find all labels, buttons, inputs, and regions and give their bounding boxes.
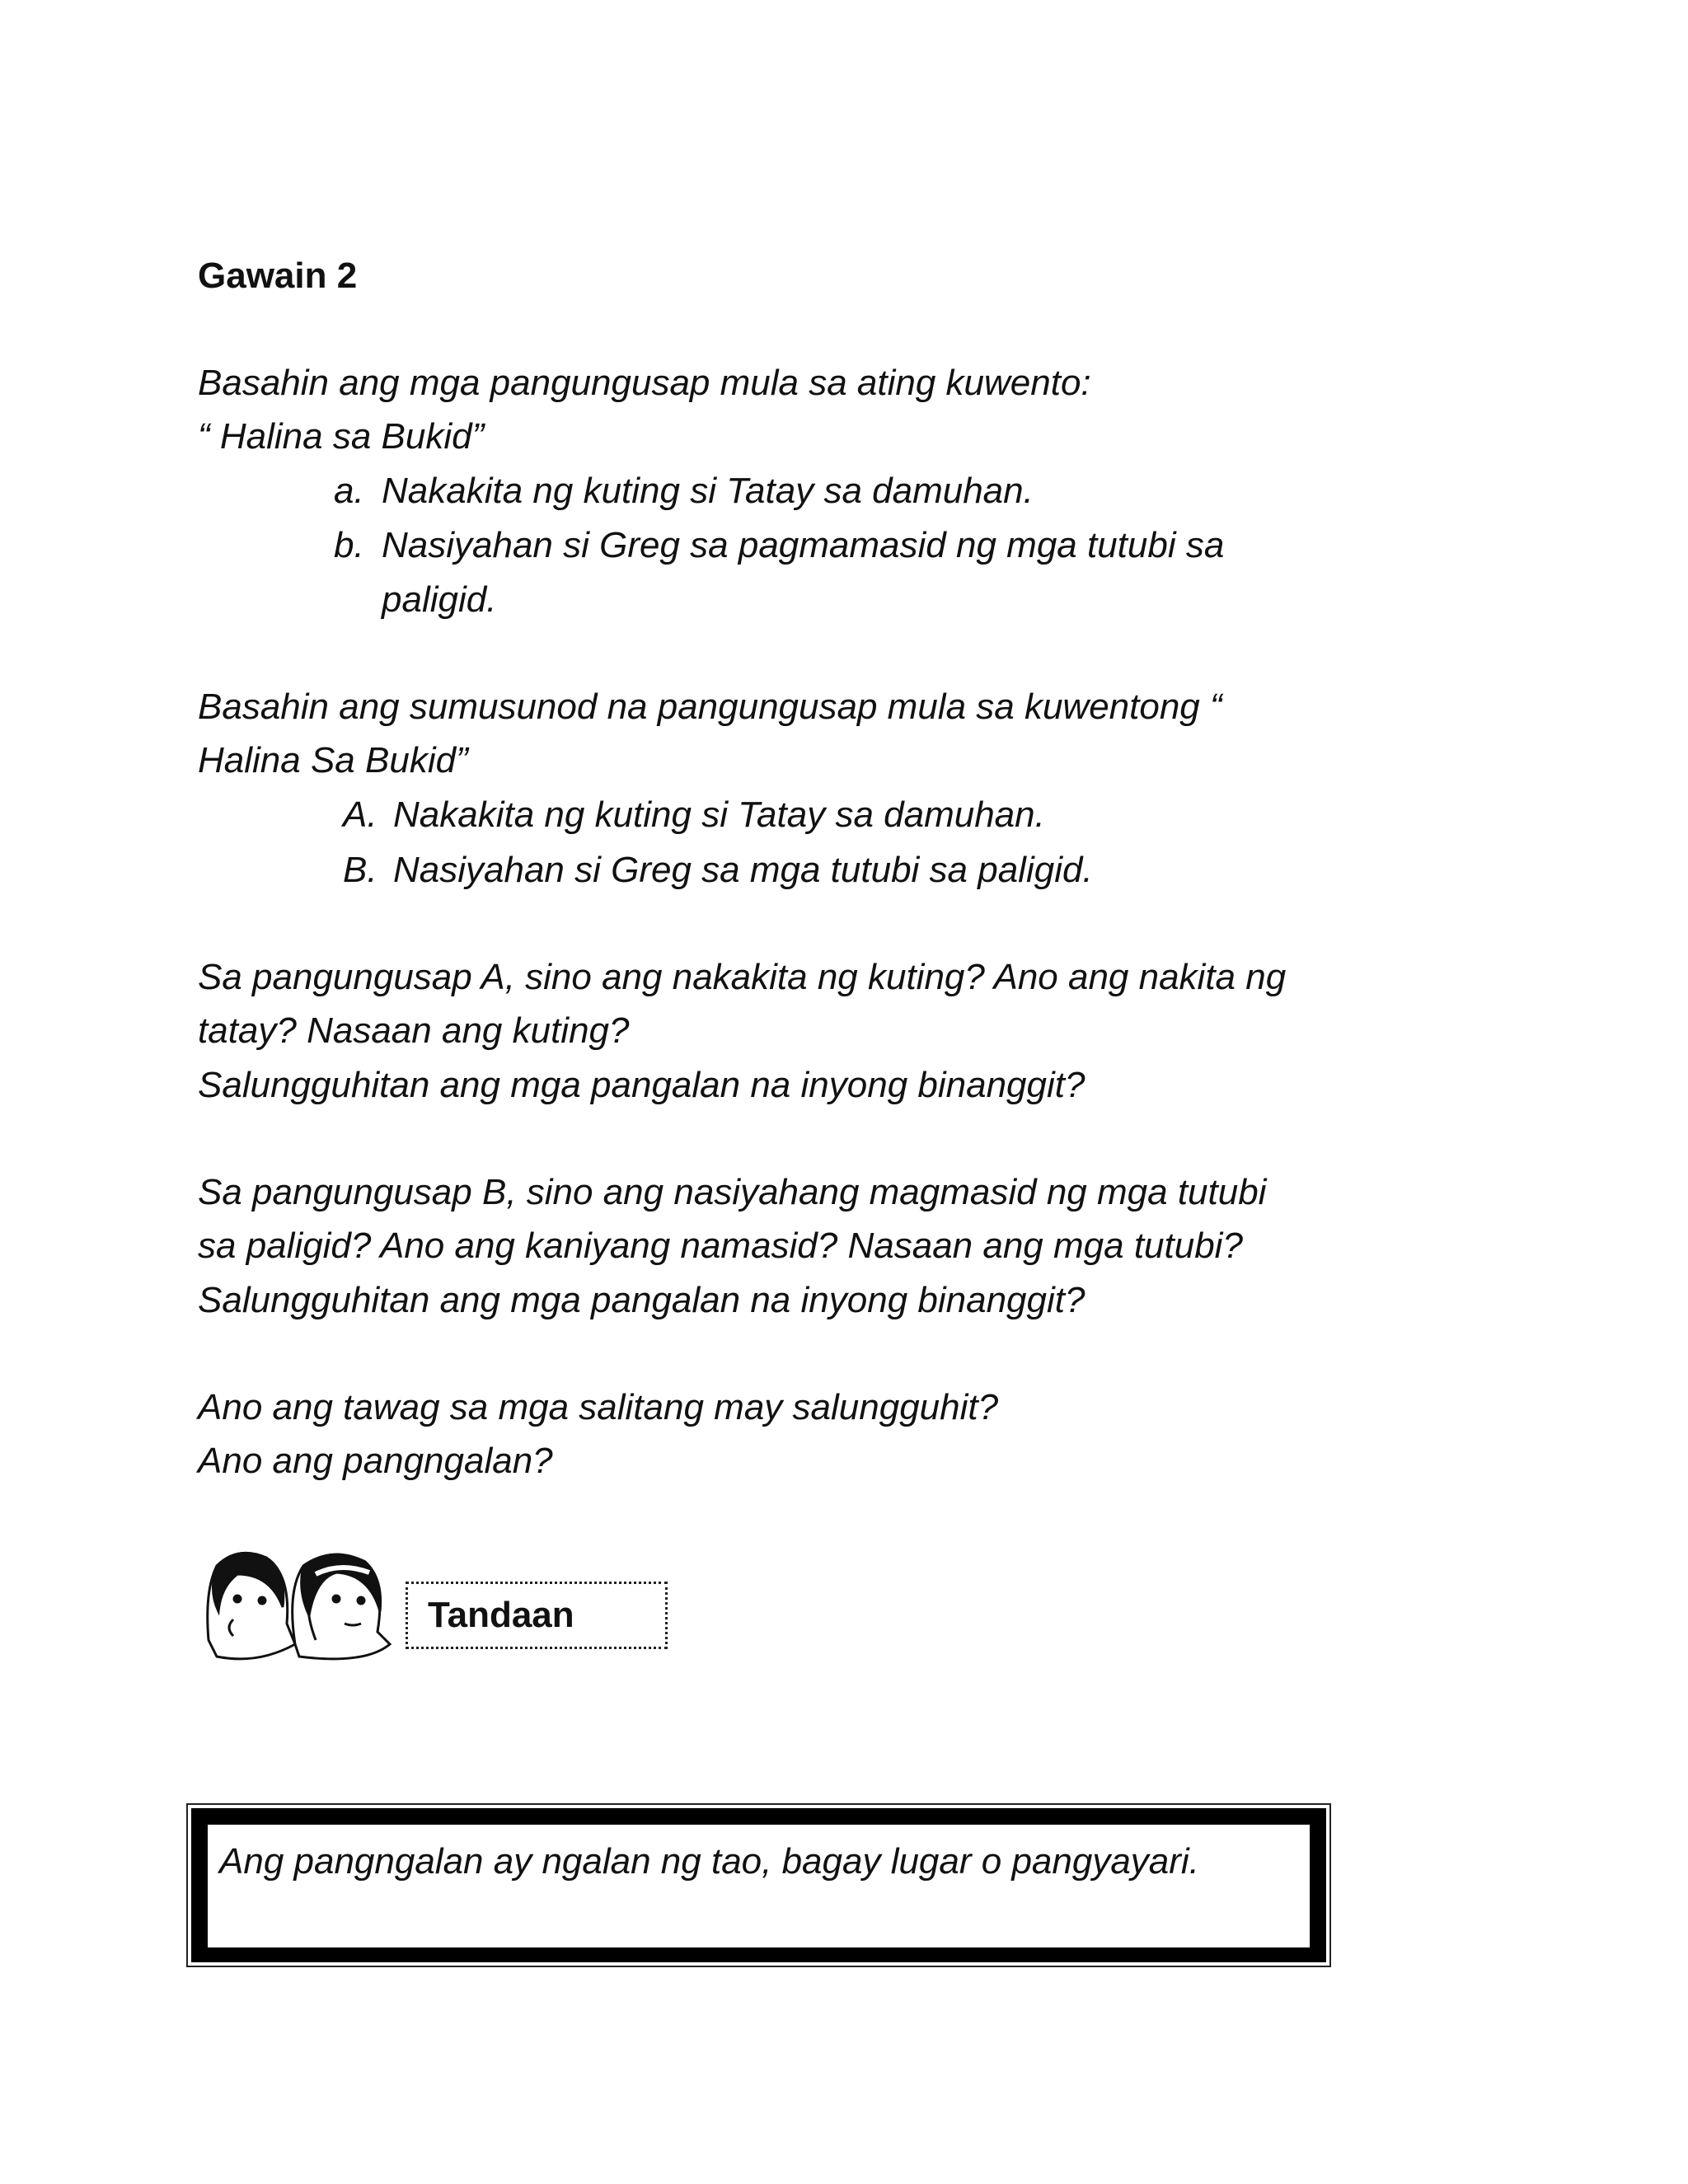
question-b-3: Salungguhitan ang mga pangalan na inyong binanggit?	[198, 1280, 1085, 1320]
tandaan-label-box	[406, 1582, 668, 1649]
tandaan-label: Tandaan	[428, 1595, 574, 1635]
item-text-A: Nakakita ng kuting si Tatay sa damuhan.	[393, 794, 1045, 835]
question-b-2: sa paligid? Ano ang kaniyang namasid? Nasaan ang mga tutubi?	[198, 1226, 1243, 1266]
story-title-2: Halina Sa Bukid”	[198, 740, 468, 780]
definition-text: Ang pangngalan ay ngalan ng tao, bagay lugar o pangyayari.	[208, 1825, 1310, 1947]
item-marker-A: A.	[343, 794, 377, 835]
item-text-a: Nakakita ng kuting si Tatay sa damuhan.	[382, 471, 1034, 511]
item-marker-a: a.	[334, 471, 364, 511]
instruction-2: Basahin ang sumusunod na pangungusap mula sa kuwentong “	[198, 687, 1222, 727]
item-marker-b: b.	[334, 525, 364, 565]
instruction-1: Basahin ang mga pangungusap mula sa ating kuwento:	[198, 363, 1091, 403]
activity-heading: Gawain 2	[198, 255, 358, 296]
item-text-B: Nasiyahan si Greg sa mga tutubi sa paligid.	[393, 850, 1093, 890]
story-title-1: “ Halina sa Bukid”	[198, 416, 485, 457]
question-c-1: Ano ang tawag sa mga salitang may salungguhit?	[198, 1387, 999, 1427]
definition-box	[186, 1803, 1331, 1967]
question-a-3: Salungguhitan ang mga pangalan na inyong binanggit?	[198, 1065, 1085, 1105]
thinking-children-illustration	[200, 1541, 398, 1666]
question-a-1: Sa pangungusap A, sino ang nakakita ng kuting? Ano ang nakita ng	[198, 957, 1287, 997]
item-text-b: Nasiyahan si Greg sa pagmamasid ng mga tutubi sa	[382, 525, 1225, 565]
item-marker-B: B.	[343, 850, 377, 890]
question-b-1: Sa pangungusap B, sino ang nasiyahang magmasid ng mga tutubi	[198, 1172, 1267, 1212]
question-c-2: Ano ang pangngalan?	[198, 1441, 553, 1481]
item-text-b-cont: paligid.	[382, 579, 497, 620]
question-a-2: tatay? Nasaan ang kuting?	[198, 1010, 630, 1051]
